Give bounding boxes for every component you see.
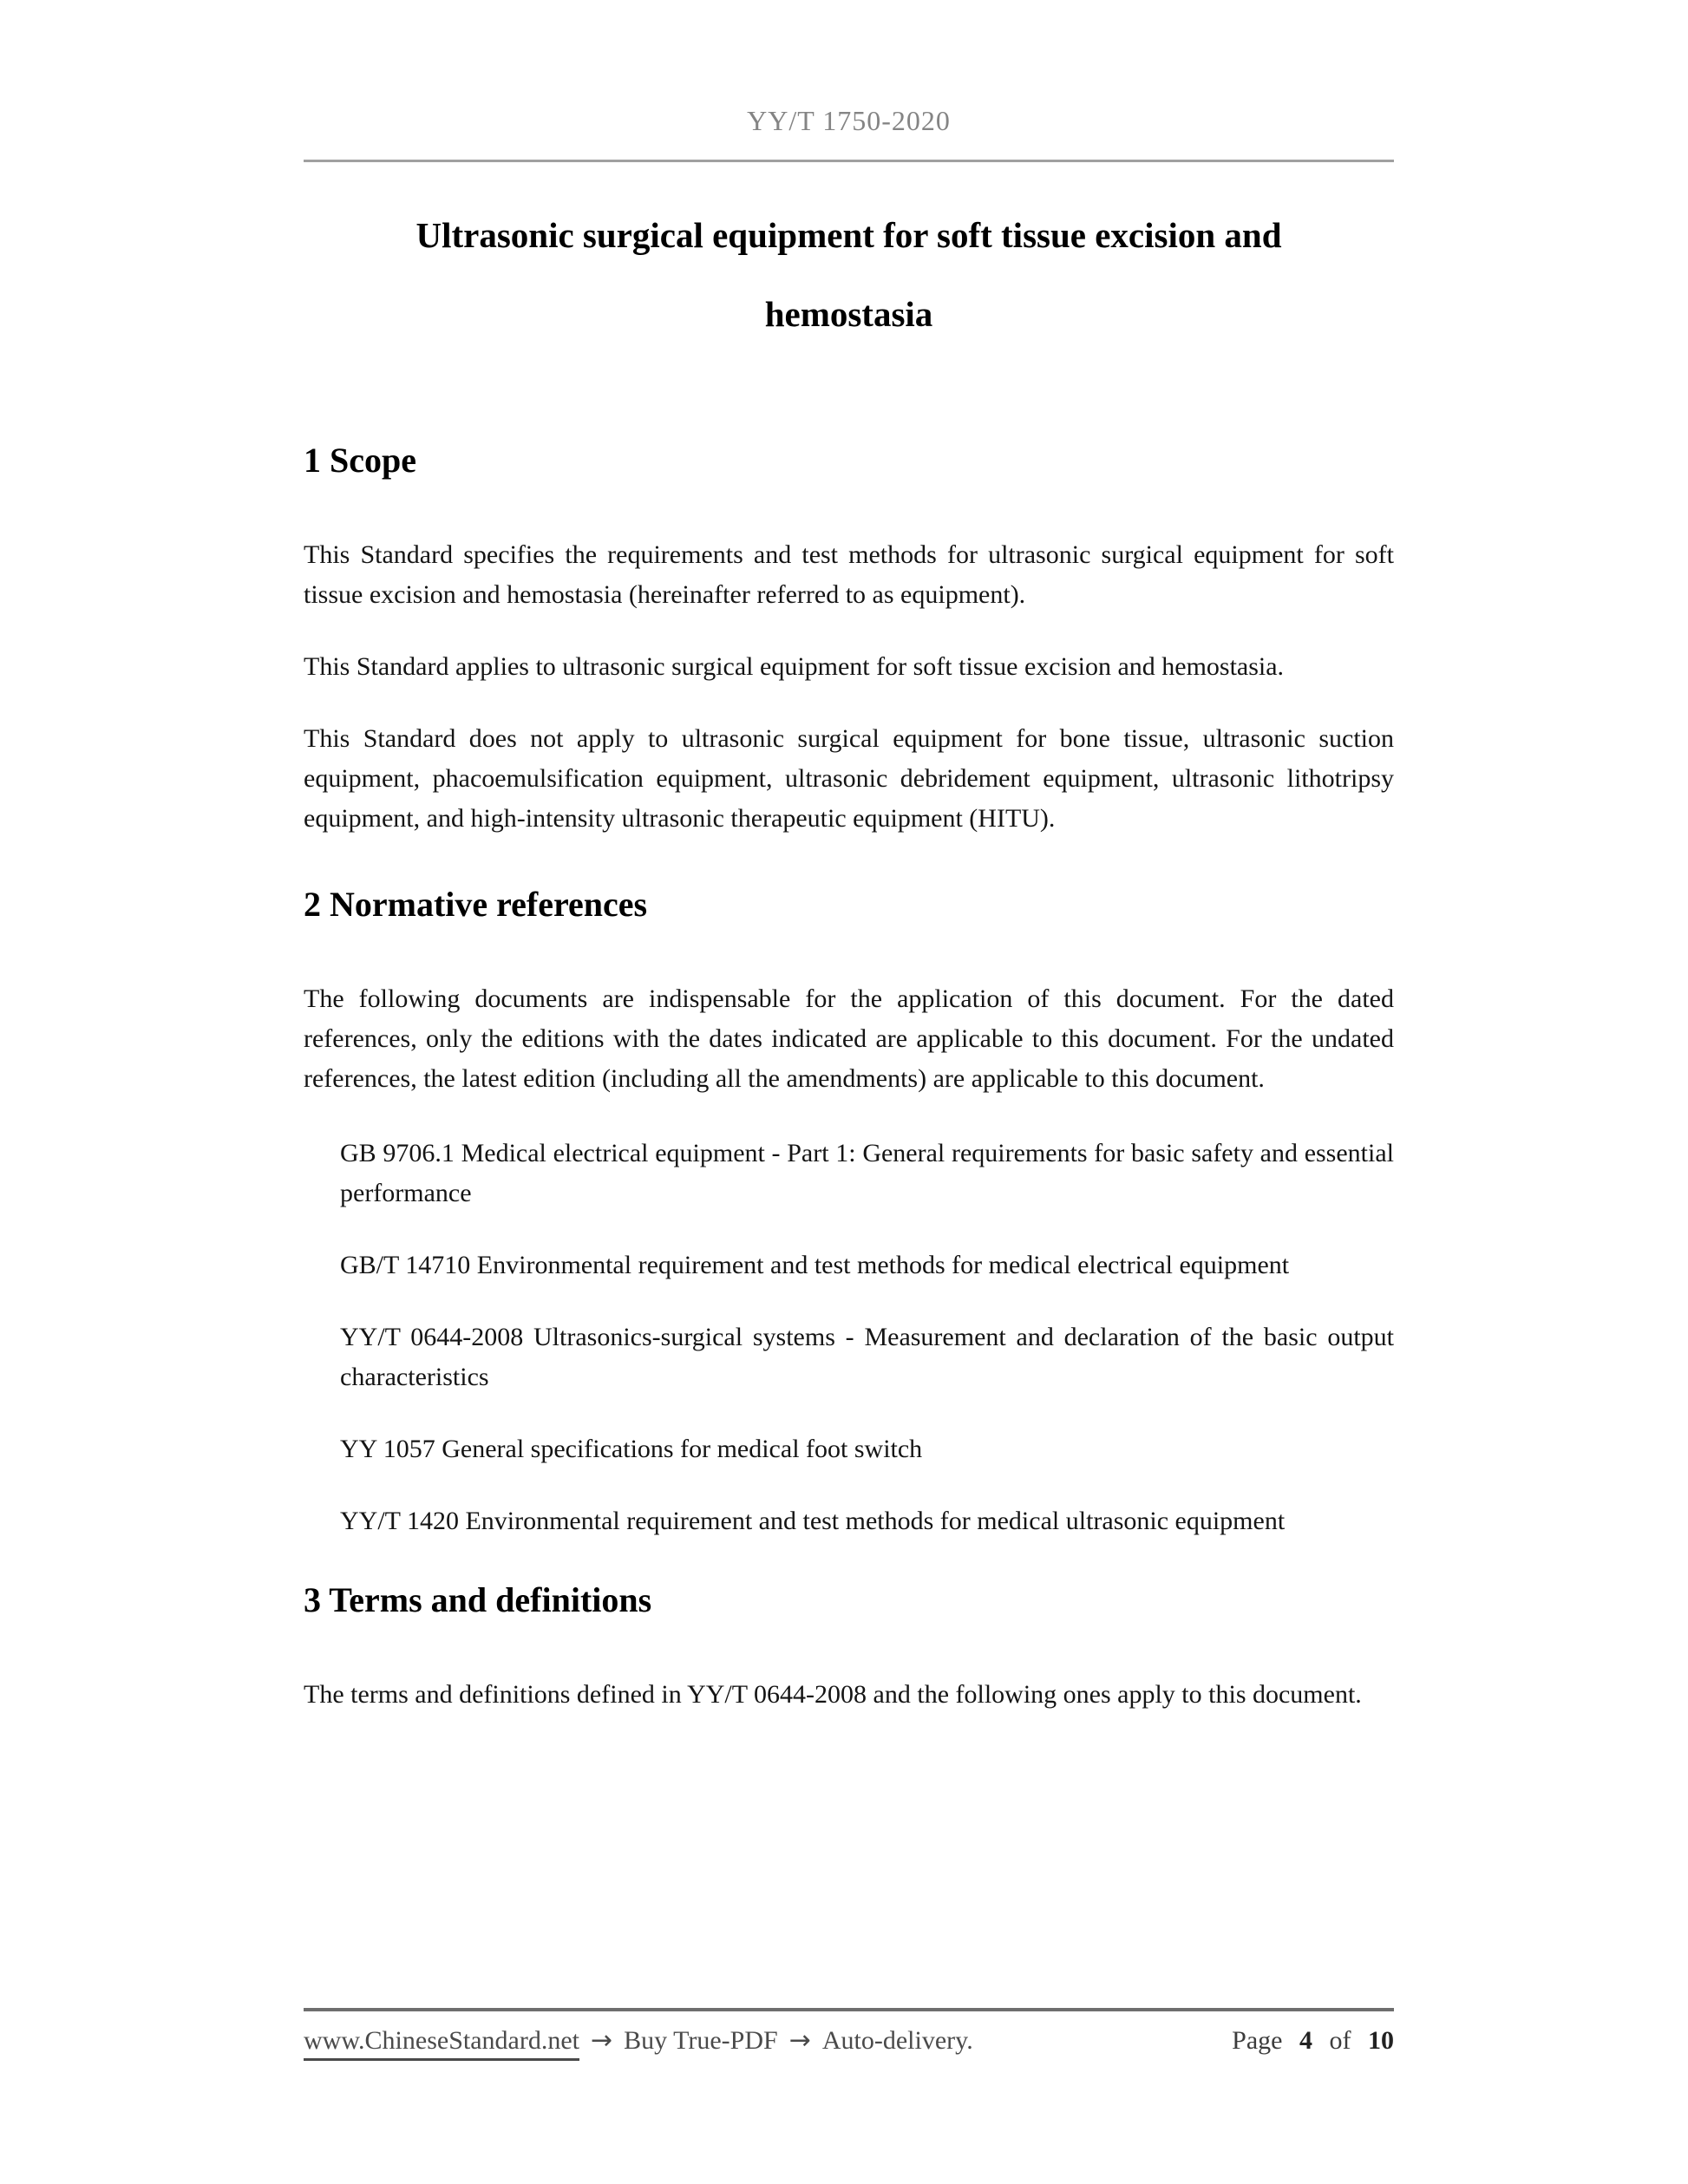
of-label: of	[1329, 2026, 1351, 2055]
footer-row	[304, 2025, 1394, 2061]
buy-true-pdf-label: Buy True-PDF	[624, 2026, 778, 2055]
scope-paragraph-3: This Standard does not apply to ultrasonic surgical equipment for bone tissue, ultrasonic suction equipment, phacoemulsification equipment, ultrasonic debridement equipment, ultrasonic lithotripsy equipment, and high-intensity ultrasonic therapeutic equipment (HITU).	[304, 724, 1394, 833]
reference-item-yy-1057: YY 1057 General specifications for medical foot switch	[340, 1435, 923, 1463]
current-page-number: 4	[1299, 2026, 1312, 2055]
total-page-number: 10	[1368, 2026, 1394, 2055]
scope-heading: 1 Scope	[304, 441, 416, 480]
right-arrow-icon: →	[788, 2025, 811, 2056]
terms-paragraph-1: The terms and definitions defined in YY/T 0644-2008 and the following ones apply to this document.	[304, 1680, 1362, 1709]
terms-heading: 3 Terms and definitions	[304, 1580, 652, 1619]
document-number-header: YY/T 1750-2020	[747, 105, 951, 136]
page-indicator	[1232, 2026, 1394, 2056]
section-normative-references	[304, 884, 1394, 1541]
reference-item-yyt-1420: YY/T 1420 Environmental requirement and test methods for medical ultrasonic equipment	[340, 1507, 1286, 1535]
section-scope	[304, 440, 1394, 839]
page-content	[304, 0, 1394, 1715]
section-terms-and-definitions	[304, 1579, 1394, 1715]
scope-paragraph-2: This Standard applies to ultrasonic surgical equipment for soft tissue excision and hemostasia.	[304, 652, 1285, 681]
scope-paragraph-1: This Standard specifies the requirements and test methods for ultrasonic surgical equipment for soft tissue excision and hemostasia (hereinafter referred to as equipment).	[304, 540, 1394, 609]
site-link[interactable]: www.ChineseStandard.net	[304, 2026, 579, 2061]
footer-source-line	[304, 2025, 973, 2061]
auto-delivery-label: Auto-delivery.	[821, 2026, 973, 2055]
footer-rule	[304, 2008, 1394, 2011]
page-footer	[304, 2008, 1394, 2061]
document-title-line-2: hemostasia	[764, 294, 933, 334]
document-title-line-1: Ultrasonic surgical equipment for soft tissue excision and	[415, 215, 1282, 255]
reference-item-yyt-0644-2008: YY/T 0644-2008 Ultrasonics-surgical systems - Measurement and declaration of the basic output characteristics	[340, 1323, 1394, 1391]
reference-list	[304, 1134, 1394, 1541]
normative-references-heading: 2 Normative references	[304, 885, 648, 924]
header-rule	[304, 160, 1394, 162]
reference-item-gbt-14710: GB/T 14710 Environmental requirement and test methods for medical electrical equipment	[340, 1251, 1290, 1279]
normative-references-intro: The following documents are indispensable for the application of this document. For the dated references, only the editions with the dates indicated are applicable to this document. For the undated references, the latest edition (including all the amendments) are applicable to this document.	[304, 984, 1394, 1093]
reference-item-gb-9706-1: GB 9706.1 Medical electrical equipment - Part 1: General requirements for basic safety and essential performance	[340, 1139, 1394, 1207]
right-arrow-icon: →	[591, 2025, 613, 2056]
page-label: Page	[1232, 2026, 1283, 2055]
document-title	[304, 214, 1394, 336]
